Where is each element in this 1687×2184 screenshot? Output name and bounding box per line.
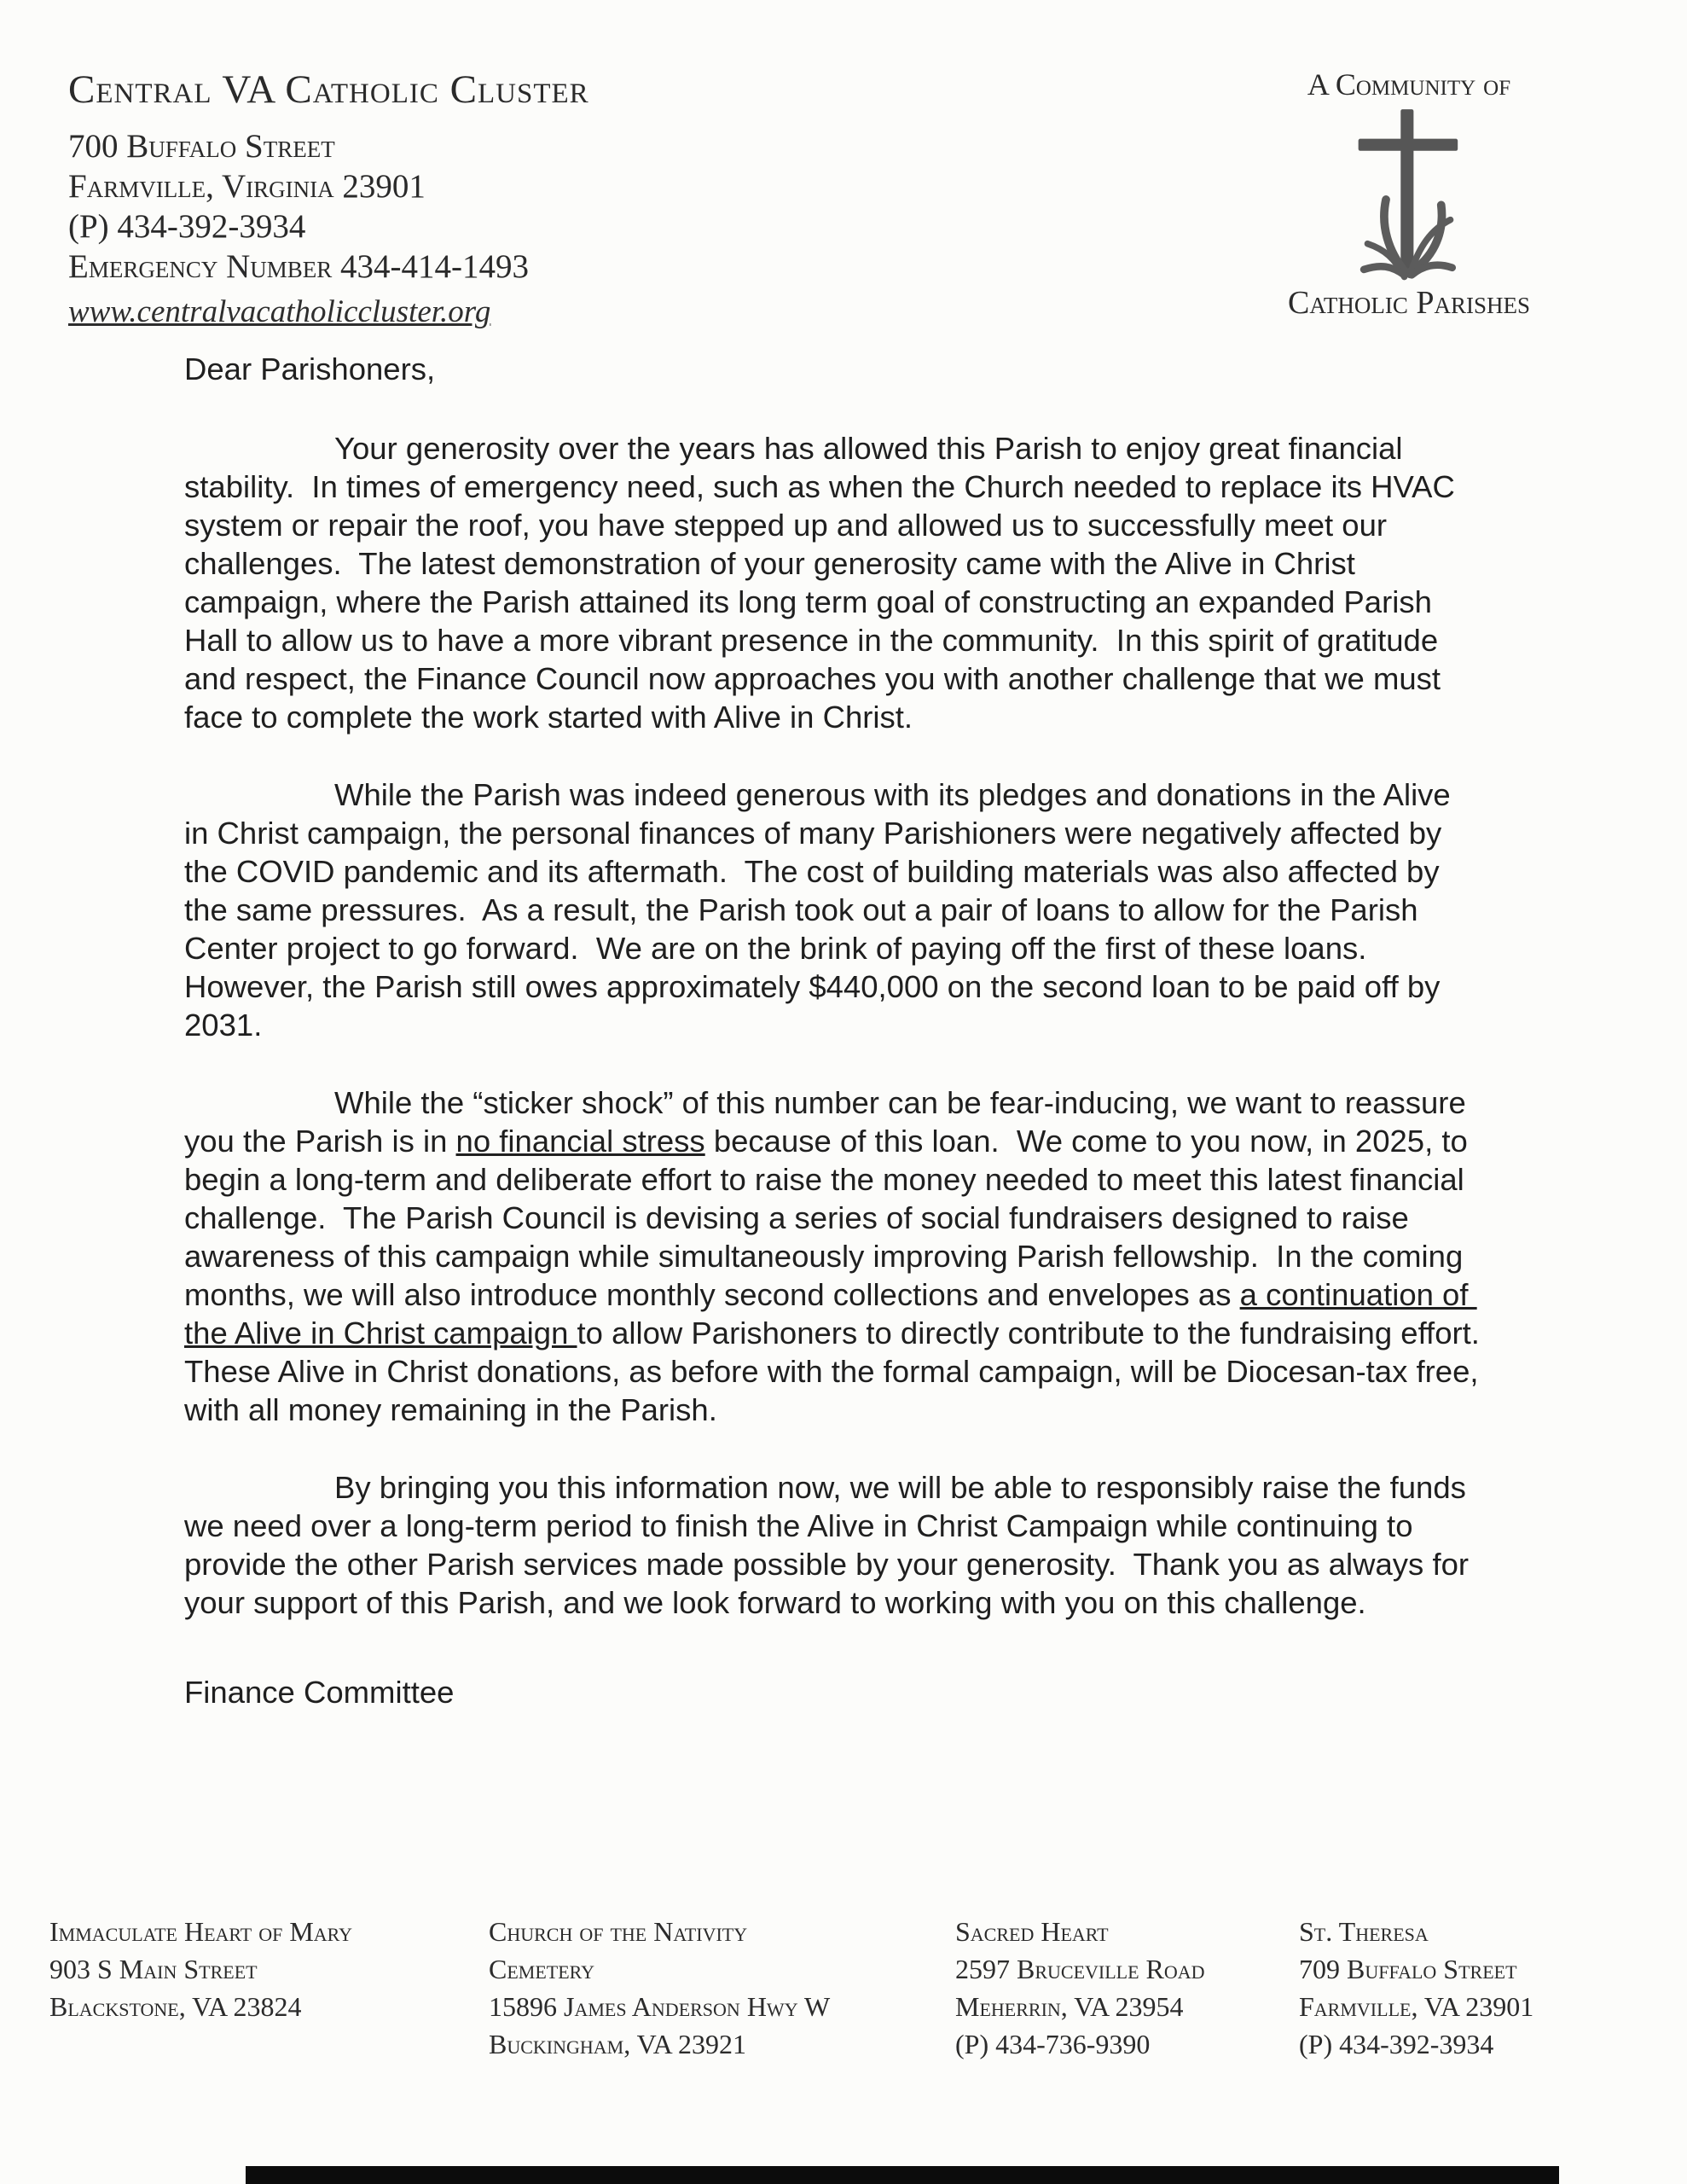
- org-address-city: Farmville, Virginia 23901: [68, 168, 426, 205]
- parish-address: Farmville, VA 23901: [1299, 1991, 1534, 2022]
- parish-name: St. Theresa: [1299, 1916, 1429, 1947]
- scan-artifact-bar: [246, 2166, 1559, 2184]
- org-phone: (P) 434-392-3934: [68, 208, 306, 245]
- salutation: Dear Parishoners,: [184, 351, 436, 386]
- parish-address: Buckingham, VA 23921: [489, 2029, 746, 2059]
- cross-with-wheat-icon: [1328, 107, 1490, 282]
- body-text: While the Parish was indeed generous with its pledges and donations in the Alive in Christ campaign, the personal finances of many Parishioners were negatively affected by the COVID pandemic and its aftermath. The cost of building materials was also affected by the same pressures. As a result, the Parish took out a pair of loans to allow for the Parish Center project to go forward. We are on the brink of paying off the first of these loans. However, the Parish still owes approximately $440,000 on the second loan to be paid off by 2031.: [184, 777, 1459, 1043]
- letter-paragraph: [184, 1468, 1481, 1622]
- parish-name: Sacred Heart: [955, 1916, 1109, 1947]
- parish-phone: (P) 434-392-3934: [1299, 2029, 1494, 2059]
- logo-bottom-text: Catholic Parishes: [1288, 285, 1530, 321]
- underlined-text: no financial stress: [455, 1124, 705, 1159]
- parish-address: 903 S Main Street: [49, 1954, 258, 1984]
- signature-line: Finance Committee: [184, 1675, 455, 1710]
- org-address-street: 700 Buffalo Street: [68, 128, 335, 165]
- parish-column: [955, 1913, 1205, 2063]
- body-text: Your generosity over the years has allowed this Parish to enjoy great financial stability. In times of emergency need, such as when the Church needed to replace its HVAC system or repair the roof, you have stepped up and allowed us to successfully meet our challenges. The latest demonstration of your generosity came with the Alive in Christ campaign, where the Parish attained its long term goal of constructing an expanded Parish Hall to allow us to have a more vibrant presence in the community. In this spirit of gratitude and respect, the Finance Council now approaches you with another challenge that we must face to complete the work started with Alive in Christ.: [184, 431, 1464, 735]
- parish-column: [49, 1913, 352, 2025]
- body-text: to allow Parishoners to directly contribute to the fundraising effort. These Alive in Christ donations, as before with the formal campaign, will be Diocesan-tax free, with all money remaining in the Parish.: [184, 1316, 1497, 1427]
- body-text: While the “sticker shock” of this number can be fear-inducing, we want to reassure you the Parish is in: [184, 1085, 1475, 1159]
- org-website-url: www.centralvacatholiccluster.org: [68, 294, 491, 329]
- letter-paragraph: [184, 775, 1481, 1044]
- letter-body: [184, 350, 1497, 1711]
- parish-address: 709 Buffalo Street: [1299, 1954, 1517, 1984]
- parish-name: Immaculate Heart of Mary: [49, 1916, 353, 1947]
- letter-paragraph: [184, 429, 1481, 736]
- parish-column: [489, 1913, 830, 2063]
- parish-address: Meherrin, VA 23954: [955, 1991, 1184, 2022]
- org-name: Central VA Catholic Cluster: [68, 67, 589, 112]
- parish-column: [1299, 1913, 1533, 2063]
- letterhead: [68, 67, 589, 330]
- parish-address: 2597 Bruceville Road: [955, 1954, 1205, 1984]
- parish-phone: (P) 434-736-9390: [955, 2029, 1151, 2059]
- parish-footer: [0, 1913, 1687, 2083]
- body-text: because of this loan. We come to you now, in 2025, to begin a long-term and deliberate effort to raise the money needed to meet this latest financial challenge. The Parish Council is devising a series of social fundraisers designed to raise awareness of this campaign while simultaneously improving Parish fellowship. In the coming months, we will also introduce monthly second collections and envelopes as: [184, 1124, 1476, 1312]
- underlined-text: a continuation of the Alive in Christ campaign: [184, 1277, 1477, 1350]
- logo-top-text: A Community of: [1307, 67, 1511, 102]
- parish-name: Church of the Nativity: [489, 1916, 748, 1947]
- letter-paragraph: [184, 1083, 1497, 1429]
- logo-block: [1247, 67, 1571, 322]
- parish-name: Cemetery: [489, 1954, 595, 1984]
- parish-address: Blackstone, VA 23824: [49, 1991, 302, 2022]
- org-emergency-number: Emergency Number 434-414-1493: [68, 248, 529, 285]
- body-text: By bringing you this information now, we will be able to responsibly raise the funds we need over a long-term period to finish the Alive in Christ Campaign while continuing to provide the other Parish services made possible by your generosity. Thank you as always for your support of this Parish, and we look forward to working with you on this challenge.: [184, 1470, 1478, 1620]
- parish-address: 15896 James Anderson Hwy W: [489, 1991, 831, 2022]
